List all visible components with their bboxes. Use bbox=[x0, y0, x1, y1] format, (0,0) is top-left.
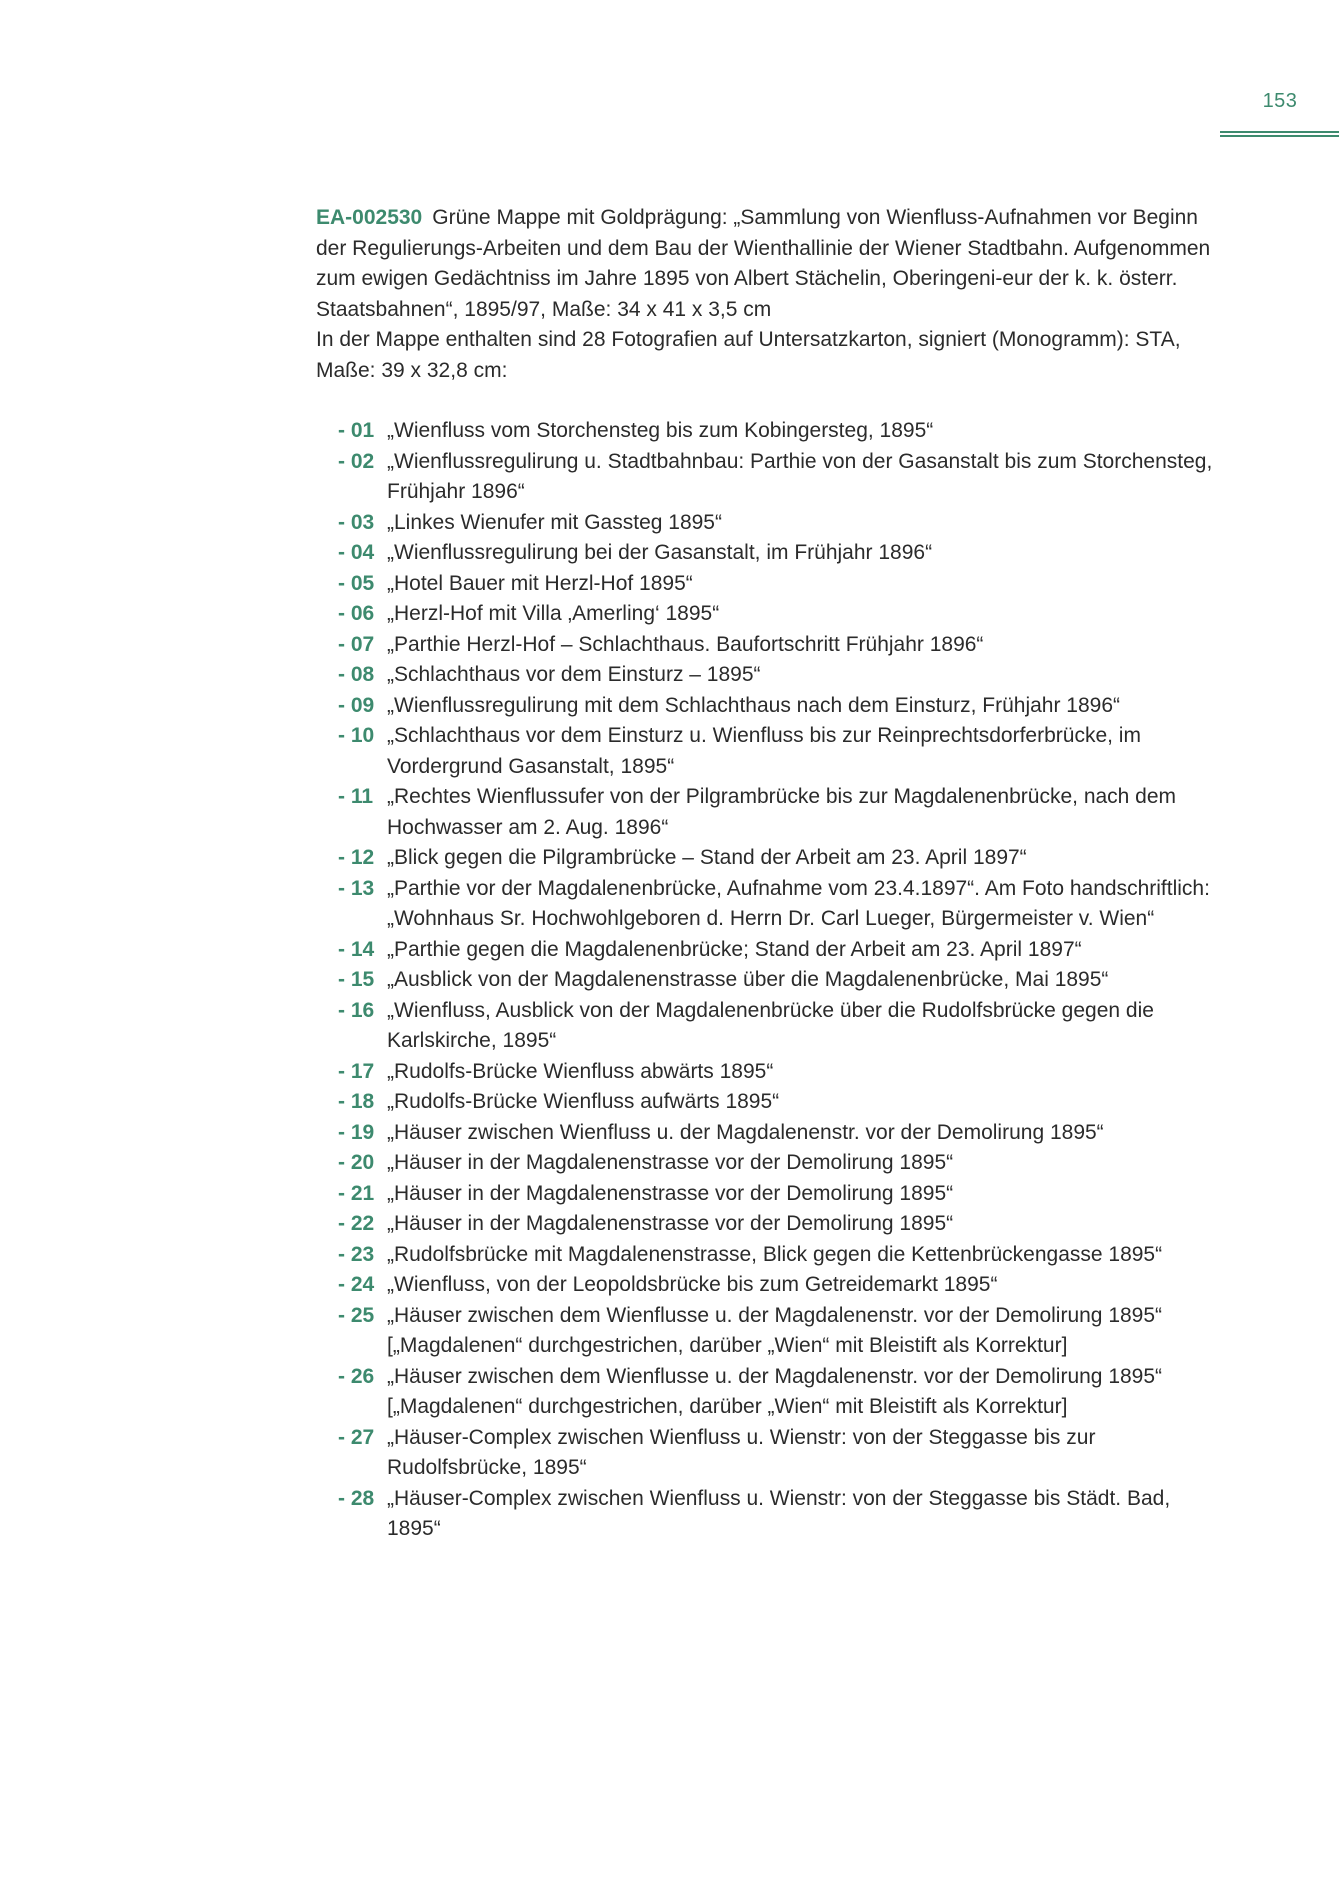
item-number: - 16 bbox=[338, 998, 375, 1022]
item-caption: „Hotel Bauer mit Herzl-Hof 1895“ bbox=[387, 571, 693, 595]
item-caption: „Wienflussregulirung mit dem Schlachthaus nach dem Einsturz, Frühjahr 1896“ bbox=[387, 693, 1121, 717]
list-item bbox=[316, 1148, 1216, 1179]
item-number: - 02 bbox=[338, 449, 375, 473]
item-caption: „Wienflussregulirung bei der Gasanstalt, im Frühjahr 1896“ bbox=[387, 541, 933, 564]
photo-list bbox=[316, 416, 1216, 1545]
item-caption: „Häuser in der Magdalenenstrasse vor der Demolirung 1895“ bbox=[387, 1212, 954, 1235]
list-item bbox=[316, 660, 1216, 691]
item-number: - 06 bbox=[338, 602, 375, 625]
item-number: - 27 bbox=[338, 1425, 375, 1449]
list-item bbox=[316, 1118, 1216, 1149]
item-number: - 08 bbox=[338, 663, 375, 686]
list-item bbox=[316, 1240, 1216, 1271]
list-item bbox=[316, 1423, 1216, 1484]
item-caption: „Rudolfsbrücke mit Magdalenenstrasse, Blick gegen die Kettenbrückengasse 1895“ bbox=[387, 1242, 1163, 1266]
item-caption: „Häuser in der Magdalenenstrasse vor der Demolirung 1895“ bbox=[387, 1151, 954, 1174]
list-item bbox=[316, 1362, 1216, 1423]
list-item bbox=[316, 1270, 1216, 1301]
item-caption: „Häuser-Complex zwischen Wienfluss u. Wienstr: von der Steggasse bis zur Rudolfsbrücke, 1895“ bbox=[387, 1425, 1096, 1479]
list-item bbox=[316, 874, 1216, 935]
item-number: - 09 bbox=[338, 693, 375, 717]
item-caption: „Häuser zwischen Wienfluss u. der Magdalenenstr. vor der Demolirung 1895“ bbox=[387, 1120, 1104, 1144]
list-item bbox=[316, 630, 1216, 661]
item-number: - 21 bbox=[338, 1181, 375, 1205]
list-item bbox=[316, 1179, 1216, 1210]
item-number: - 15 bbox=[338, 968, 375, 991]
list-item bbox=[316, 1087, 1216, 1118]
item-caption: „Schlachthaus vor dem Einsturz – 1895“ bbox=[387, 663, 761, 686]
list-item bbox=[316, 569, 1216, 600]
item-caption: „Häuser-Complex zwischen Wienfluss u. Wienstr: von der Steggasse bis Städt. Bad, 1895“ bbox=[387, 1486, 1171, 1540]
contents-note: In der Mappe enthalten sind 28 Fotografien auf Untersatzkarton, signiert (Monogramm): STA, Maße: 39 x 32,8 cm: bbox=[316, 328, 1181, 382]
list-item bbox=[316, 1301, 1216, 1362]
item-caption: „Häuser zwischen dem Wienflusse u. der Magdalenenstr. vor der Demolirung 1895“ [„Magdalenen“ durchgestrichen, darüber „Wien“ mit Bleistift als Korrektur] bbox=[387, 1364, 1163, 1418]
item-number: - 03 bbox=[338, 510, 375, 534]
item-number: - 24 bbox=[338, 1273, 375, 1296]
list-item bbox=[316, 538, 1216, 569]
item-number: - 28 bbox=[338, 1486, 375, 1510]
entry-intro bbox=[316, 203, 1216, 386]
list-item bbox=[316, 996, 1216, 1057]
item-number: - 14 bbox=[338, 937, 375, 961]
item-caption: „Wienfluss vom Storchensteg bis zum Kobingersteg, 1895“ bbox=[387, 419, 934, 442]
item-caption: „Häuser zwischen dem Wienflusse u. der Magdalenenstr. vor der Demolirung 1895“ [„Magdalenen“ durchgestrichen, darüber „Wien“ mit Bleistift als Korrektur] bbox=[387, 1303, 1163, 1357]
item-caption: „Blick gegen die Pilgrambrücke – Stand der Arbeit am 23. April 1897“ bbox=[387, 846, 1027, 869]
item-number: - 18 bbox=[338, 1090, 375, 1113]
item-number: - 17 bbox=[338, 1059, 375, 1083]
header-rule-top bbox=[1220, 131, 1339, 133]
item-caption: „Rudolfs-Brücke Wienfluss aufwärts 1895“ bbox=[387, 1090, 780, 1113]
list-item bbox=[316, 599, 1216, 630]
item-caption: „Wienfluss, Ausblick von der Magdalenenbrücke über die Rudolfsbrücke gegen die Karlskirche, 1895“ bbox=[387, 998, 1154, 1052]
item-number: - 11 bbox=[338, 785, 374, 808]
item-caption: „Schlachthaus vor dem Einsturz u. Wienfluss bis zur Reinprechtsdorferbrücke, im Vordergrund Gasanstalt, 1895“ bbox=[387, 724, 1141, 778]
item-number: - 22 bbox=[338, 1212, 375, 1235]
item-caption: „Parthie vor der Magdalenenbrücke, Aufnahme vom 23.4.1897“. Am Foto handschriftlich: „Wohnhaus Sr. Hochwohlgeboren d. Herrn Dr. Carl Lueger, Bürgermeister v. Wien“ bbox=[387, 876, 1210, 930]
list-item bbox=[316, 721, 1216, 782]
item-number: - 07 bbox=[338, 632, 375, 656]
catalog-entry bbox=[316, 203, 1216, 1545]
list-item bbox=[316, 782, 1216, 843]
list-item bbox=[316, 691, 1216, 722]
item-caption: „Linkes Wienufer mit Gassteg 1895“ bbox=[387, 510, 722, 534]
item-caption: „Parthie gegen die Magdalenenbrücke; Stand der Arbeit am 23. April 1897“ bbox=[387, 937, 1082, 961]
item-number: - 12 bbox=[338, 846, 375, 869]
list-item bbox=[316, 843, 1216, 874]
item-number: - 10 bbox=[338, 724, 375, 747]
item-number: - 26 bbox=[338, 1364, 375, 1388]
list-item bbox=[316, 416, 1216, 447]
item-number: - 05 bbox=[338, 571, 375, 595]
header-rule-bottom bbox=[1220, 135, 1339, 137]
item-caption: „Ausblick von der Magdalenenstrasse über die Magdalenenbrücke, Mai 1895“ bbox=[387, 968, 1109, 991]
list-item bbox=[316, 935, 1216, 966]
item-caption: „Wienflussregulirung u. Stadtbahnbau: Parthie von der Gasanstalt bis zum Storchensteg, Frühjahr 1896“ bbox=[387, 449, 1213, 503]
list-item bbox=[316, 1484, 1216, 1545]
list-item bbox=[316, 447, 1216, 508]
record-description: Grüne Mappe mit Goldprägung: „Sammlung von Wienfluss-Aufnahmen vor Beginn der Regulierungs-Arbeiten und dem Bau der Wienthallinie der Wiener Stadtbahn. Aufgenommen zum ewigen Gedächtniss im Jahre 1895 von Albert Stächelin, Oberingeni-eur der k. k. österr. Staatsbahnen“, 1895/97, Maße: 34 x 41 x 3,5 cm bbox=[316, 206, 1211, 321]
item-number: - 19 bbox=[338, 1120, 375, 1144]
list-item bbox=[316, 508, 1216, 539]
page-number: 153 bbox=[1262, 90, 1298, 112]
item-caption: „Häuser in der Magdalenenstrasse vor der Demolirung 1895“ bbox=[387, 1181, 954, 1205]
item-caption: „Parthie Herzl-Hof – Schlachthaus. Baufortschritt Frühjahr 1896“ bbox=[387, 632, 984, 656]
list-item bbox=[316, 1057, 1216, 1088]
item-number: - 04 bbox=[338, 541, 375, 564]
item-caption: „Herzl-Hof mit Villa ‚Amerling‘ 1895“ bbox=[387, 602, 720, 625]
record-id: EA-002530 bbox=[316, 206, 423, 229]
item-number: - 13 bbox=[338, 876, 375, 900]
item-caption: „Rudolfs-Brücke Wienfluss abwärts 1895“ bbox=[387, 1059, 774, 1083]
item-number: - 25 bbox=[338, 1303, 375, 1327]
list-item bbox=[316, 1209, 1216, 1240]
item-number: - 01 bbox=[338, 419, 375, 442]
item-caption: „Rechtes Wienflussufer von der Pilgrambrücke bis zur Magdalenenbrücke, nach dem Hochwasser am 2. Aug. 1896“ bbox=[387, 785, 1177, 839]
item-caption: „Wienfluss, von der Leopoldsbrücke bis zum Getreidemarkt 1895“ bbox=[387, 1273, 998, 1296]
item-number: - 23 bbox=[338, 1242, 375, 1266]
item-number: - 20 bbox=[338, 1151, 375, 1174]
list-item bbox=[316, 965, 1216, 996]
